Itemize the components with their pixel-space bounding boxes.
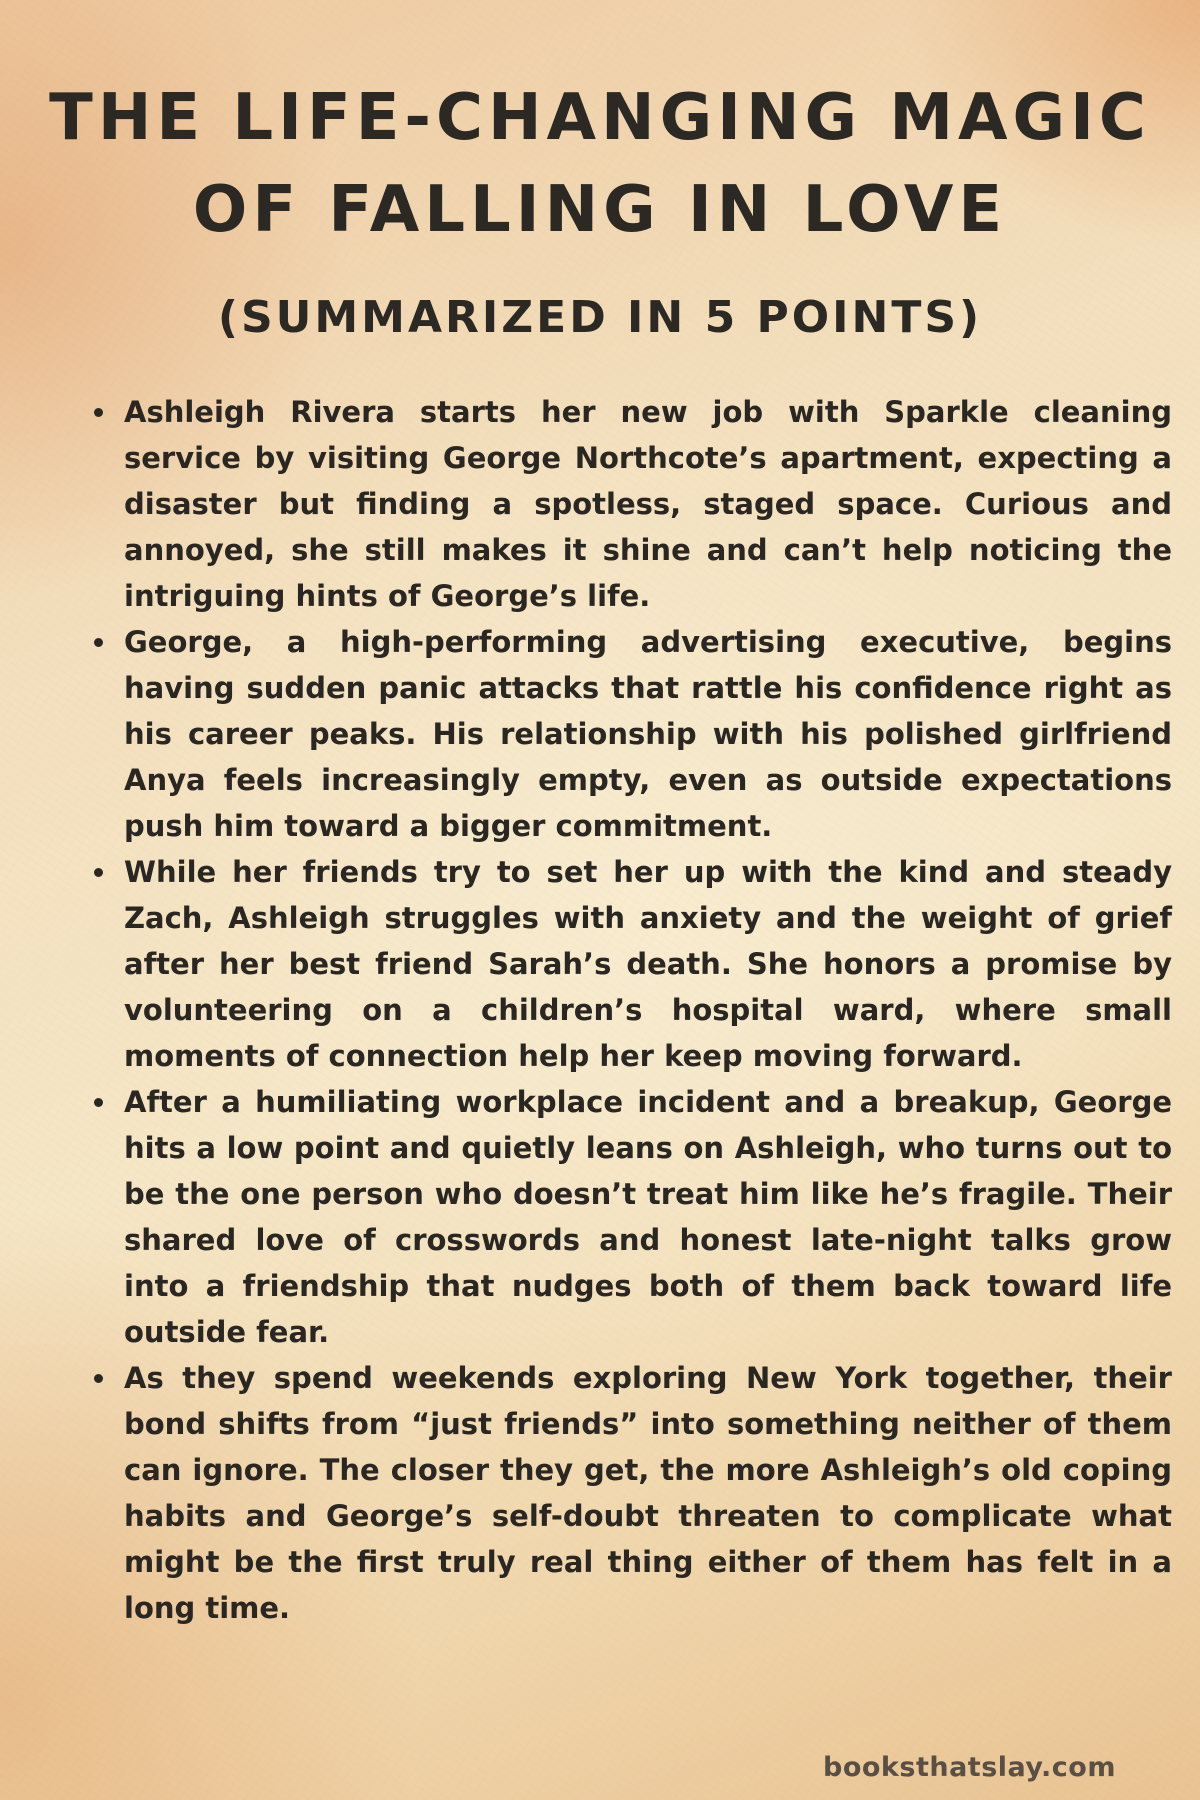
summary-point: After a humiliating workplace incident and a breakup, George hits a low point and quietly leans on Ashleigh, who turns out to be the one person who doesn’t treat him like he’s fragile. Their shared love of crosswords and honest late-night talks grow into a friendship that nudges both of them back toward life outside fear. — [124, 1079, 1172, 1355]
summary-point: While her friends try to set her up with the kind and steady Zach, Ashleigh struggles with anxiety and the weight of grief after her best friend Sarah’s death. She honors a promise by volunteering on a children’s hospital ward, where small moments of connection help her keep moving forward. — [124, 849, 1172, 1079]
summary-point: As they spend weekends exploring New York together, their bond shifts from “just friends” into something neither of them can ignore. The closer they get, the more Ashleigh’s old coping habits and George’s self-doubt threaten to complicate what might be the first truly real thing either of them has felt in a long time. — [124, 1355, 1172, 1631]
title-line-1: THE LIFE-CHANGING MAGIC — [49, 81, 1151, 155]
summary-point: Ashleigh Rivera starts her new job with Sparkle cleaning service by visiting George Northcote’s apartment, expecting a disaster but finding a spotless, staged space. Curious and annoyed, she still makes it shine and can’t help noticing the intriguing hints of George’s life. — [124, 389, 1172, 619]
site-watermark: booksthatslay.com — [823, 1752, 1116, 1783]
title-line-2: OF FALLING IN LOVE — [192, 173, 1008, 247]
summary-point: George, a high-performing advertising executive, begins having sudden panic attacks that rattle his confidence right as his career peaks. His relationship with his polished girlfriend Anya feels increasingly empty, even as outside expectations push him toward a bigger commitment. — [124, 619, 1172, 849]
summary-point-list — [92, 389, 1172, 1631]
page-subtitle: (SUMMARIZED IN 5 POINTS) — [217, 292, 983, 343]
page-title — [0, 72, 1200, 256]
